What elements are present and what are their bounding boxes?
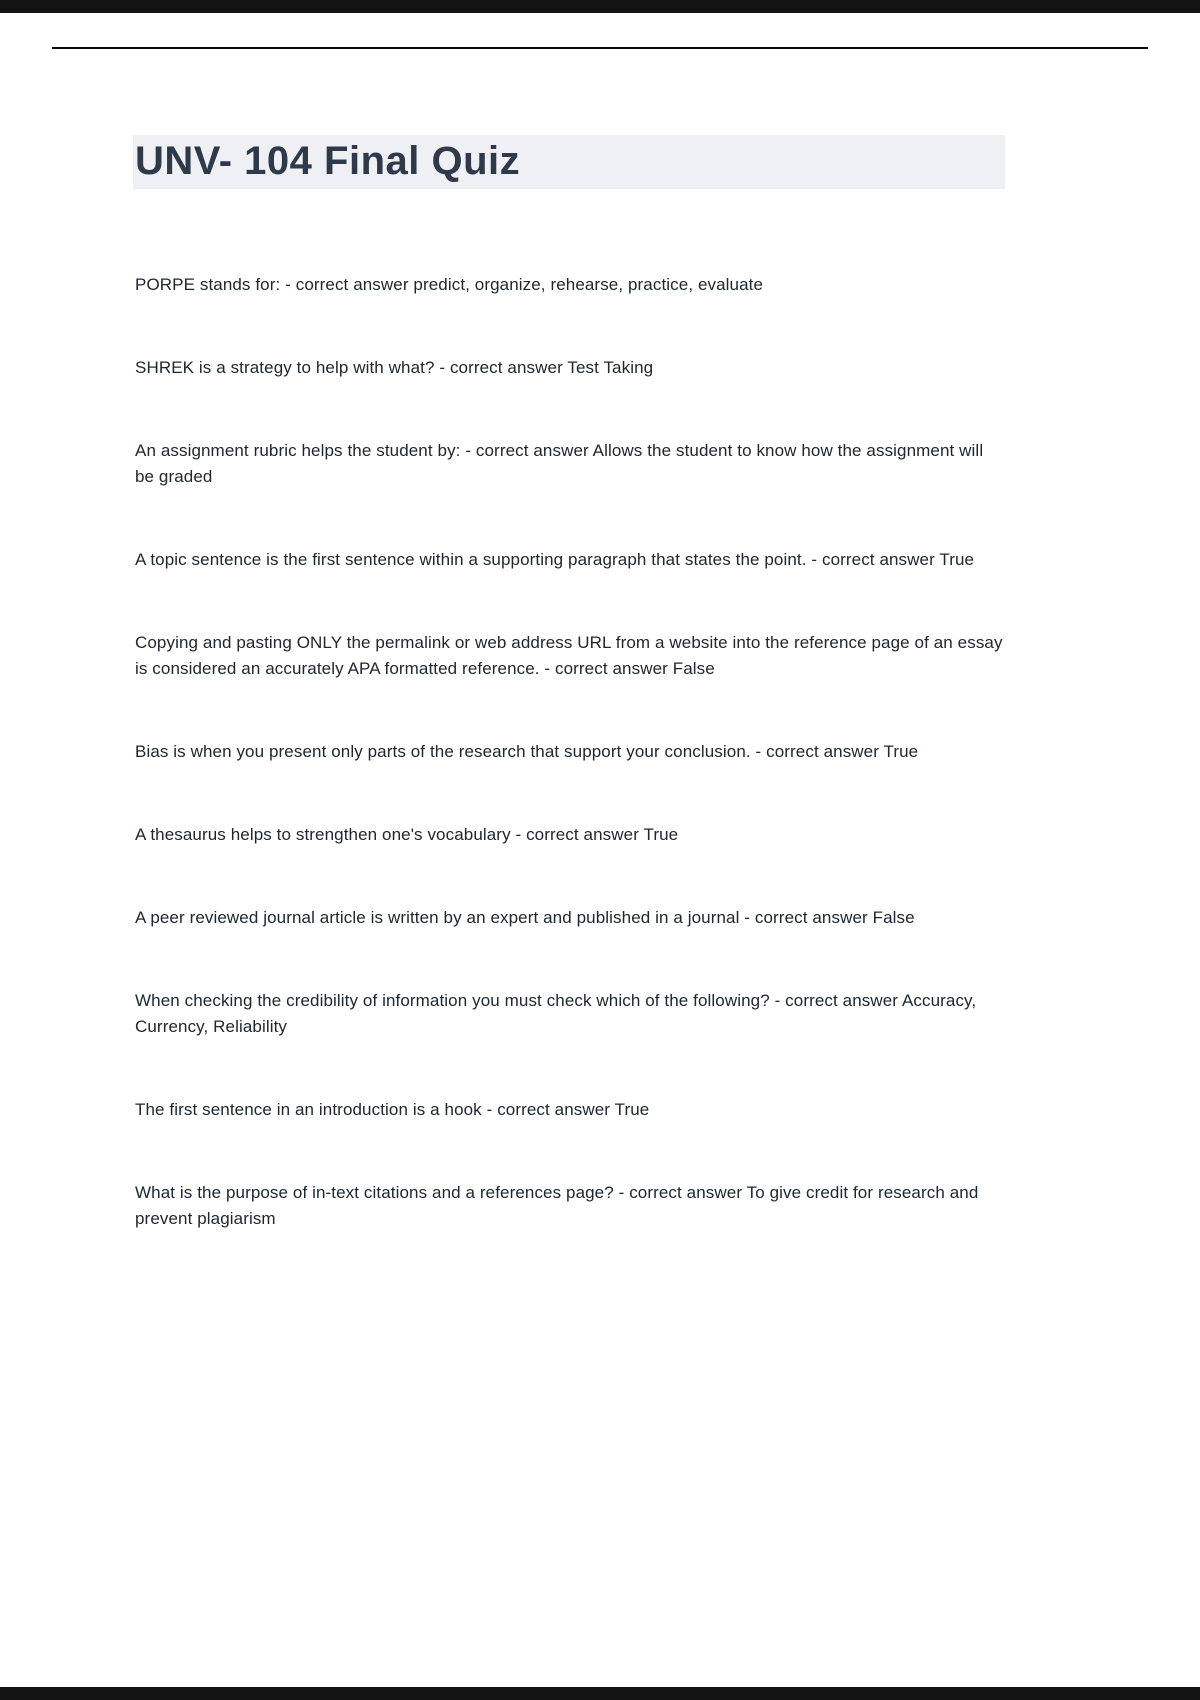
qa-paragraph: A peer reviewed journal article is written by an expert and published in a journal - correct answer False [135,908,915,927]
page-title: UNV- 104 Final Quiz [135,139,521,183]
qa-paragraph: PORPE stands for: - correct answer predict, organize, rehearse, practice, evaluate [135,275,764,294]
qa-content [135,272,1007,1289]
qa-paragraph: Bias is when you present only parts of the research that support your conclusion. - correct answer True [135,742,919,761]
title-highlight [133,135,1005,189]
qa-paragraph: When checking the credibility of information you must check which of the following? - correct answer Accuracy, Currency, Reliability [135,991,977,1036]
qa-paragraph: What is the purpose of in-text citations and a references page? - correct answer To give credit for research and prevent plagiarism [135,1183,979,1228]
qa-paragraph: An assignment rubric helps the student by: - correct answer Allows the student to know how the assignment will be graded [135,441,984,486]
qa-paragraph: A topic sentence is the first sentence within a supporting paragraph that states the point. - correct answer True [135,550,975,569]
qa-paragraph: Copying and pasting ONLY the permalink or web address URL from a website into the reference page of an essay is considered an accurately APA formatted reference. - correct answer False [135,633,1003,678]
bottom-edge-bar [0,1687,1200,1700]
qa-paragraph: SHREK is a strategy to help with what? - correct answer Test Taking [135,358,654,377]
top-edge-bar [0,0,1200,13]
header-rule [52,47,1148,49]
qa-paragraph: A thesaurus helps to strengthen one's vocabulary - correct answer True [135,825,679,844]
qa-paragraph: The first sentence in an introduction is a hook - correct answer True [135,1100,650,1119]
